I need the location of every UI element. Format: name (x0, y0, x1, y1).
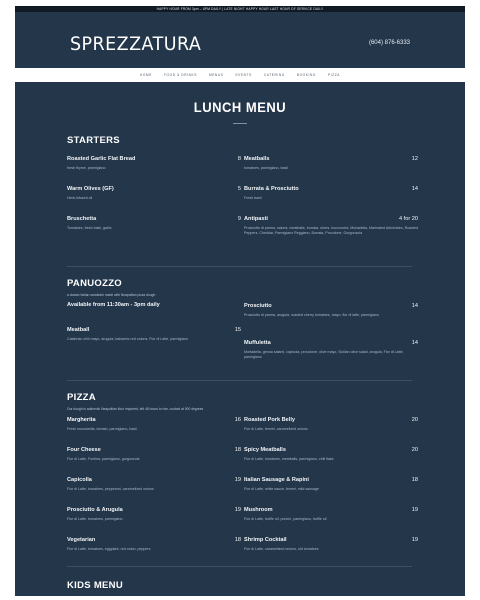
item-name: Antipasti (244, 216, 268, 222)
item-description: Fior di Latte, fennel, caramelized onions (244, 427, 308, 431)
item-description: Fior di Latte, tomatoes, pepperoni, caramelized onions (67, 487, 154, 491)
menu-item (67, 477, 241, 492)
item-description: Calabrian chili mayo, arugula, balsamic red onions, Fior di Latte, parmigiano (67, 337, 189, 341)
item-name: Vegetarian (67, 537, 96, 543)
item-price: 19 (234, 507, 241, 513)
item-price: 18 (411, 477, 418, 483)
item-price: 19 (411, 537, 418, 543)
item-name: Four Cheese (67, 447, 101, 453)
section-divider (67, 380, 412, 381)
menu-item (244, 507, 418, 522)
item-price: 14 (411, 186, 418, 192)
menu-item (67, 327, 241, 342)
nav-item-booking[interactable]: BOOKING (296, 73, 316, 77)
kids-menu-heading: KIDS MENU (67, 580, 124, 591)
item-description: Fior di Latte, Fontina, parmigiano, gorgonzola (67, 457, 140, 461)
item-price: 18 (234, 537, 241, 543)
menu-content (15, 82, 465, 596)
menu-item (67, 156, 241, 171)
logo[interactable]: SPREZZATURA (70, 33, 202, 55)
site-header (15, 12, 465, 67)
item-description: Tomatoes, fresh basil, garlic (67, 226, 112, 230)
item-description: Fresh mozzarella, tomato, parmigiano, basil (67, 427, 137, 431)
pizza-heading: PIZZA (67, 392, 96, 403)
menu-item (67, 186, 241, 201)
menu-item (244, 303, 418, 318)
menu-item (244, 477, 418, 492)
menu-item (244, 186, 418, 201)
menu-item (67, 417, 241, 432)
nav-item-food-drinks[interactable]: FOOD & DRINKS (163, 73, 197, 77)
item-price: 4 for 20 (399, 216, 418, 222)
menu-item (67, 447, 241, 462)
page-title: LUNCH MENU (193, 99, 287, 116)
item-price: 8 (237, 156, 241, 162)
item-name: Muffuletta (244, 340, 271, 346)
item-name: Meatball (67, 327, 90, 333)
item-name: Spicy Meatballs (244, 447, 286, 453)
menu-item (244, 417, 418, 432)
item-name: Prosciutto & Arugula (67, 507, 123, 513)
item-description: Fior di Latte, truffle oil, porcini, parmigiano, truffle oil (244, 517, 327, 521)
item-price: 14 (411, 340, 418, 346)
nav-item-events[interactable]: EVENTS (235, 73, 252, 77)
phone-number[interactable]: (604) 876-6333 (368, 40, 410, 46)
nav-item-pizza[interactable]: PIZZA (327, 73, 340, 77)
item-price: 16 (234, 417, 241, 423)
item-name: Italian Sausage & Rapini (244, 477, 309, 483)
item-price: 20 (411, 447, 418, 453)
item-price: 19 (234, 477, 241, 483)
section-divider (67, 566, 412, 567)
promo-bar: HAPPY HOUR FROM 3pm – 6PM DAILY | LATE NIGHT HAPPY HOUR LAST HOUR OF SERVICE DAILY (15, 6, 465, 12)
item-description: Fior di Latte, tomatoes, parmigiano (67, 517, 123, 521)
item-name: Warm Olives (GF) (67, 186, 114, 192)
menu-item (67, 507, 241, 522)
item-price: 9 (237, 216, 241, 222)
item-description: fresh thyme, parmigiano (67, 166, 106, 170)
menu-item (244, 340, 418, 360)
availability-text: Available from 11:30am - 3pm daily (67, 302, 160, 308)
item-description: Prosciutto di parma, salumi, meatballs, burrata, olives, bocconcini, Mortadella, Marinated Artichokes, Roasted Peppers, Cheddar, Parmigiano Reggiano, Burrata, Provolone, Gorgonzola (244, 226, 418, 235)
item-description: Fior di Latte, caramelized onions, old tomatoes (244, 547, 319, 551)
item-name: Capicolla (67, 477, 92, 483)
item-name: Burrata & Prosciutto (244, 186, 299, 192)
menu-item (244, 216, 418, 236)
item-name: Roasted Garlic Flat Bread (67, 156, 136, 162)
starters-heading: STARTERS (67, 135, 120, 146)
item-description: Fior di Latte, white sauce, fennel, mild sausage (244, 487, 319, 491)
panuozzo-note: a classic Italian sandwich made with Neapolitan pizza dough (67, 293, 156, 297)
section-divider (67, 266, 412, 267)
nav-item-home[interactable]: HOME (140, 73, 152, 77)
item-description: Herb-infused oil (67, 196, 93, 200)
main-nav (15, 68, 465, 82)
item-description: Fior di Latte, tomatoes, eggplant, red onion, peppers (67, 547, 151, 551)
item-name: Mushroom (244, 507, 273, 513)
menu-item (244, 537, 418, 552)
item-name: Shrimp Cocktail (244, 537, 287, 543)
item-name: Meatballs (244, 156, 270, 162)
item-price: 18 (234, 447, 241, 453)
item-price: 15 (234, 327, 241, 333)
item-description: tomatoes, parmigiano, basil (244, 166, 288, 170)
nav-item-menus[interactable]: MENUS (208, 73, 224, 77)
page-frame (15, 6, 465, 596)
title-divider (233, 123, 247, 124)
nav-item-catering[interactable]: CATERING (263, 73, 285, 77)
menu-item (244, 447, 418, 462)
item-description: Fior di Latte, tomatoes, meatballs, parmigiano, chili flake (244, 457, 334, 461)
item-price: 5 (237, 186, 241, 192)
menu-item (244, 156, 418, 171)
item-price: 14 (411, 303, 418, 309)
item-price: 12 (411, 156, 418, 162)
item-price: 20 (411, 417, 418, 423)
item-description: Fresh basil (244, 196, 262, 200)
item-name: Margherita (67, 417, 96, 423)
menu-item (67, 216, 241, 231)
panuozzo-heading: PANUOZZO (67, 278, 122, 289)
pizza-note: Our dough is authentic Neapolitan flour imported, left 48 hours to rise, cooked at 900 degrees (67, 407, 204, 411)
menu-item (67, 537, 241, 552)
item-description: Prosciutto di parma, arugula, roasted cherry tomatoes, mayo, fior di latte, parmigiano (244, 313, 379, 317)
item-price: 19 (411, 507, 418, 513)
item-description: Mortadella, genoa salami, capicola, provolone, olive mayo, Sicilian olive salad, arugula, Fior di Latte, parmigiano (244, 350, 404, 359)
item-name: Prosciutto (244, 303, 272, 309)
item-name: Roasted Pork Belly (244, 417, 295, 423)
item-name: Bruschetta (67, 216, 97, 222)
